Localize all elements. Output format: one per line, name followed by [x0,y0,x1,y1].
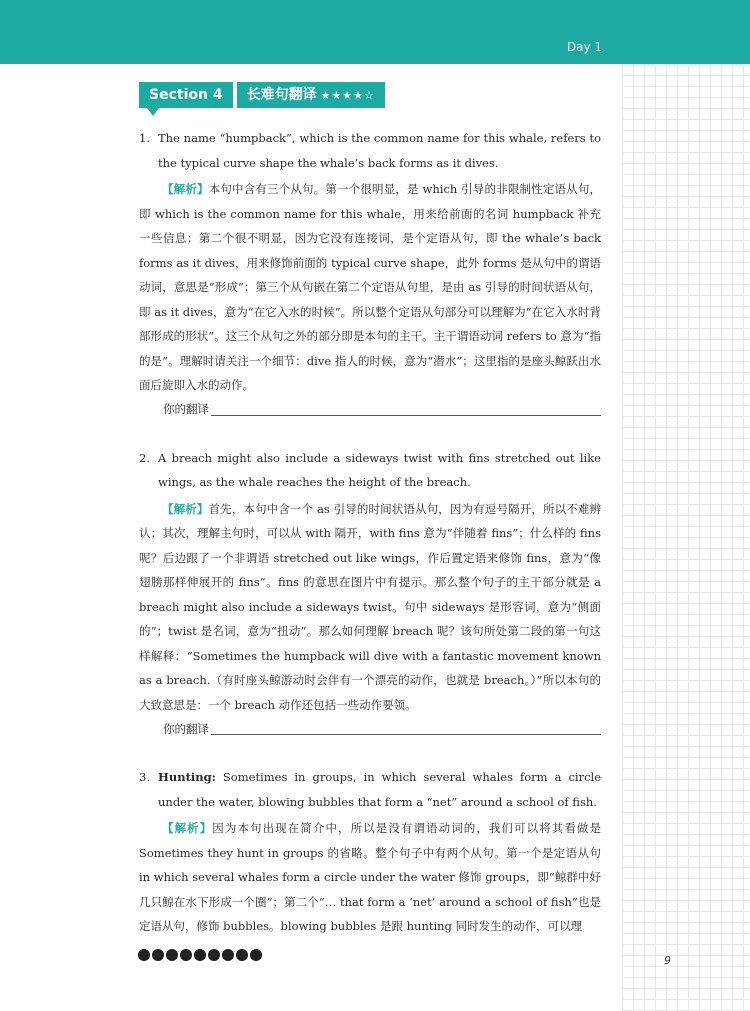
decorative-icon [194,949,206,961]
question-sentence-bold: Hunting: [158,770,216,784]
analysis-1 [139,177,601,398]
difficulty-stars: ★★★★☆ [320,89,375,102]
footer-decoration-icons [138,949,262,961]
question-sentence: A breach might also include a sideways twist with fins stretched out like wings, as the whale reaches the height of the breach. [158,450,601,489]
analysis-tag: 【解析】 [162,501,209,516]
content [139,126,601,939]
section-title: 长难句翻译 [246,87,317,103]
decorative-icon [152,949,164,961]
translation-label: 你的翻译 [163,402,209,416]
question-number: 1. [139,131,150,145]
question-number: 3. [139,770,150,784]
analysis-3 [139,816,601,939]
section-title-box [237,82,385,108]
page-number: 9 [664,954,671,967]
question-2 [139,446,601,495]
header-bar [0,0,750,64]
analysis-text: 因为本句出现在简介中，所以是没有谓语动词的，我们可以将其看做是 Sometimes they hunt in groups 的省略。整个句子中有两个从句。第一个是定语从句 in which several whales form a circle under the water 修饰 groups，即“鲸群中好几只鲸在水下形成一个圈”；第二个“… that form a ‘net’ around a school of fish”也是定语从句，修饰 bubbles。blowing bubbles 是跟 hunting 同时发生的动作，可以理 [139,821,601,933]
analysis-2 [139,497,601,718]
section-heading [139,82,385,108]
translation-blank-line[interactable] [211,415,601,416]
question-3 [139,765,601,814]
decorative-icon [138,949,150,961]
section-label: Section 4 [139,82,233,108]
decorative-icon [208,949,220,961]
analysis-tag: 【解析】 [162,821,213,835]
analysis-tag: 【解析】 [162,182,209,196]
analysis-text: 本句中含有三个从句。第一个很明显，是 which 引导的非限制性定语从句，即 which is the common name for this whale，用来给前面的名词 humpback 补充一些信息；第二个很不明显，因为它没有连接词，是个定语从句，即 the whale’s back forms as it dives，用来修饰前面的 typical curve shape，此外 forms 是从句中的谓语动词，意思是“形成”；第三个从句嵌在第二个定语从句里，是由 as 引导的时间状语从句，即 as it dives，意为“在它入水的时候”。所以整个定语从句部分可以理解为“在它入水时背部形成的形状”。这三个从句之外的部分即是本句的主干。主干谓语动词 refers to 意为“指的是”。理解时请关注一个细节：dive 指人的时候，意为“潜水”；这里指的是座头鲸跃出水面后旋即入水的动作。 [139,182,602,392]
decorative-icon [180,949,192,961]
decorative-icon [166,949,178,961]
decorative-icon [236,949,248,961]
translation-blank-line[interactable] [211,734,601,735]
question-sentence: Sometimes in groups, in which several whales form a circle under the water, blowing bubbles that form a “net” around a school of fish. [158,770,601,809]
day-label: Day 1 [566,40,602,54]
translation-row-2 [139,717,601,741]
decorative-icon [222,949,234,961]
margin-grid [622,64,750,1011]
analysis-text: 首先，本句中含一个 as 引导的时间状语从句，因为有逗号隔开，所以不难辨认；其次，理解主句时，可以从 with 隔开，with fins 意为“伴随着 fins”；什么样的 fins 呢？后边跟了一个非谓语 stretched out like wings，作后置定语来修饰 fins，意为“像翅膀那样伸展开的 fins”。fins 的意思在图片中有提示。那么整个句子的主干部分就是 a breach might also include a sideways twist。句中 sideways 是形容词，意为“侧面的”；twist 是名词，意为“扭动”。那么如何理解 breach 呢？该句所处第二段的第一句这样解释：“Sometimes the humpback will dive with a fantastic movement known as a breach.（有时座头鲸游动时会伴有一个漂亮的动作，也就是 breach。）”所以本句的大致意思是：一个 breach 动作还包括一些动作要领。 [139,501,602,712]
question-number: 2. [139,450,150,465]
decorative-icon [250,949,262,961]
question-sentence: The name “humpback”, which is the common name for this whale, refers to the typical curve shape the whale’s back forms as it dives. [158,131,601,170]
question-1 [139,126,601,175]
translation-label: 你的翻译 [163,721,209,736]
translation-row-1 [139,398,601,422]
